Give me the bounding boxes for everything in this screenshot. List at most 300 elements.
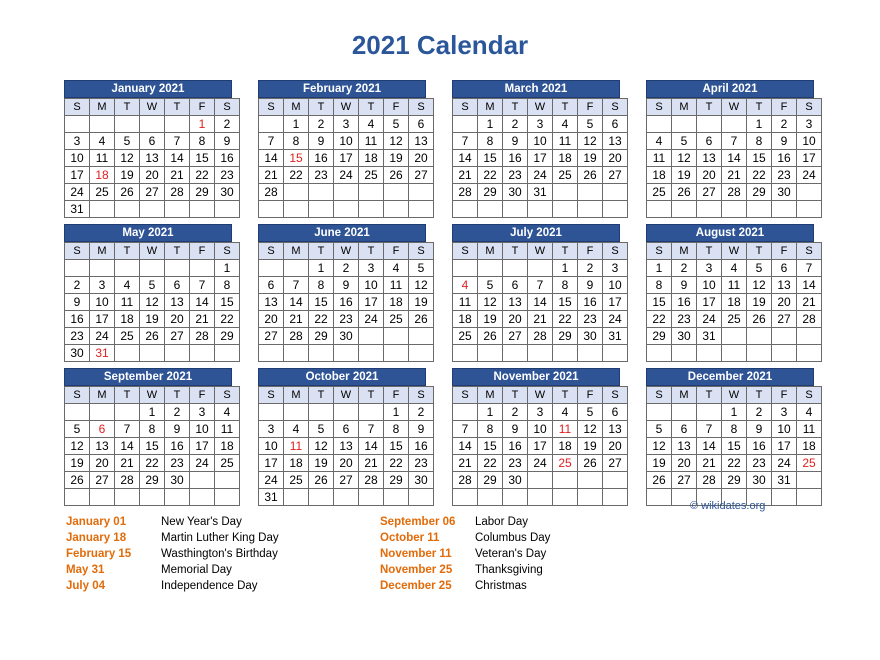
empty-cell bbox=[384, 184, 409, 201]
day-cell: 8 bbox=[140, 421, 165, 438]
day-cell: 22 bbox=[722, 455, 747, 472]
empty-cell bbox=[553, 489, 578, 506]
weekday-label: S bbox=[259, 243, 284, 260]
weekday-label: S bbox=[65, 99, 90, 116]
weekday-label: S bbox=[215, 387, 240, 404]
holiday-date: November 11 bbox=[380, 548, 452, 560]
weekday-label: F bbox=[772, 243, 797, 260]
day-cell: 22 bbox=[215, 311, 240, 328]
day-cell: 2 bbox=[772, 116, 797, 133]
weekday-label: S bbox=[603, 387, 628, 404]
day-cell: 13 bbox=[334, 438, 359, 455]
empty-cell bbox=[409, 201, 434, 218]
day-cell: 15 bbox=[747, 150, 772, 167]
empty-cell bbox=[259, 345, 284, 362]
weekday-label: M bbox=[672, 243, 697, 260]
day-cell: 10 bbox=[90, 294, 115, 311]
day-cell: 22 bbox=[140, 455, 165, 472]
day-cell: 5 bbox=[65, 421, 90, 438]
empty-cell bbox=[90, 489, 115, 506]
day-cell: 23 bbox=[503, 455, 528, 472]
weekday-label: M bbox=[284, 243, 309, 260]
empty-cell bbox=[797, 328, 822, 345]
day-cell: 19 bbox=[65, 455, 90, 472]
day-cell: 27 bbox=[603, 455, 628, 472]
weekday-label: T bbox=[747, 99, 772, 116]
day-cell: 26 bbox=[478, 328, 503, 345]
empty-cell bbox=[384, 489, 409, 506]
day-cell: 10 bbox=[190, 421, 215, 438]
holiday-date: May 31 bbox=[66, 564, 105, 576]
empty-cell bbox=[284, 404, 309, 421]
day-cell: 16 bbox=[578, 294, 603, 311]
day-cell: 13 bbox=[697, 150, 722, 167]
weekday-label: W bbox=[140, 387, 165, 404]
day-cell: 17 bbox=[65, 167, 90, 184]
day-cell: 25 bbox=[553, 455, 578, 472]
day-cell: 14 bbox=[259, 150, 284, 167]
holiday-list-right bbox=[380, 514, 550, 594]
empty-cell bbox=[384, 345, 409, 362]
month-header: September 2021 bbox=[64, 368, 232, 386]
day-cell: 15 bbox=[478, 150, 503, 167]
month-header: January 2021 bbox=[64, 80, 232, 98]
empty-cell bbox=[603, 345, 628, 362]
empty-cell bbox=[115, 116, 140, 133]
weekday-label: S bbox=[453, 387, 478, 404]
day-cell: 6 bbox=[772, 260, 797, 277]
day-cell: 6 bbox=[672, 421, 697, 438]
weekday-label: M bbox=[672, 387, 697, 404]
day-cell: 31 bbox=[65, 201, 90, 218]
day-cell: 1 bbox=[284, 116, 309, 133]
weekday-label: F bbox=[384, 387, 409, 404]
day-cell: 21 bbox=[453, 167, 478, 184]
day-cell: 11 bbox=[90, 150, 115, 167]
day-cell: 9 bbox=[747, 421, 772, 438]
day-cell: 8 bbox=[722, 421, 747, 438]
day-cell: 18 bbox=[553, 438, 578, 455]
day-cell: 3 bbox=[528, 116, 553, 133]
day-cell: 21 bbox=[284, 311, 309, 328]
day-cell: 19 bbox=[478, 311, 503, 328]
day-cell: 7 bbox=[697, 421, 722, 438]
day-cell: 27 bbox=[672, 472, 697, 489]
empty-cell bbox=[453, 489, 478, 506]
day-cell: 10 bbox=[603, 277, 628, 294]
day-cell: 13 bbox=[409, 133, 434, 150]
day-cell: 11 bbox=[115, 294, 140, 311]
empty-cell bbox=[553, 201, 578, 218]
day-cell: 15 bbox=[384, 438, 409, 455]
holiday-name: Memorial Day bbox=[161, 564, 232, 576]
weekday-label: T bbox=[115, 387, 140, 404]
holiday-row bbox=[380, 562, 550, 578]
weekday-label: W bbox=[140, 99, 165, 116]
empty-cell bbox=[603, 184, 628, 201]
empty-cell bbox=[259, 260, 284, 277]
weekday-label: W bbox=[722, 99, 747, 116]
empty-cell bbox=[115, 404, 140, 421]
day-cell: 14 bbox=[453, 150, 478, 167]
day-cell: 9 bbox=[503, 421, 528, 438]
day-cell: 11 bbox=[453, 294, 478, 311]
day-cell: 26 bbox=[747, 311, 772, 328]
day-cell: 27 bbox=[697, 184, 722, 201]
day-cell: 29 bbox=[384, 472, 409, 489]
day-cell: 8 bbox=[478, 133, 503, 150]
day-cell: 19 bbox=[578, 438, 603, 455]
month-calendar bbox=[258, 224, 426, 362]
empty-cell bbox=[672, 201, 697, 218]
empty-cell bbox=[65, 116, 90, 133]
day-cell: 23 bbox=[65, 328, 90, 345]
day-cell: 3 bbox=[797, 116, 822, 133]
day-cell: 23 bbox=[215, 167, 240, 184]
day-cell: 18 bbox=[215, 438, 240, 455]
day-cell: 12 bbox=[309, 438, 334, 455]
day-cell: 29 bbox=[478, 184, 503, 201]
weekday-label: T bbox=[697, 243, 722, 260]
day-cell: 7 bbox=[284, 277, 309, 294]
weekday-label: W bbox=[722, 243, 747, 260]
empty-cell bbox=[409, 345, 434, 362]
day-cell: 7 bbox=[190, 277, 215, 294]
empty-cell bbox=[722, 201, 747, 218]
day-cell: 15 bbox=[284, 150, 309, 167]
empty-cell bbox=[140, 489, 165, 506]
empty-cell bbox=[528, 201, 553, 218]
day-cell: 26 bbox=[115, 184, 140, 201]
day-cell: 1 bbox=[140, 404, 165, 421]
day-cell: 20 bbox=[334, 455, 359, 472]
day-cell: 17 bbox=[334, 150, 359, 167]
day-cell: 21 bbox=[115, 455, 140, 472]
weekday-label: W bbox=[334, 387, 359, 404]
day-cell: 9 bbox=[65, 294, 90, 311]
day-cell: 18 bbox=[722, 294, 747, 311]
month-calendar bbox=[646, 224, 814, 362]
weekday-label: W bbox=[140, 243, 165, 260]
day-cell: 13 bbox=[503, 294, 528, 311]
month-calendar bbox=[646, 80, 814, 218]
holiday-name: Martin Luther King Day bbox=[161, 532, 279, 544]
day-cell: 13 bbox=[140, 150, 165, 167]
empty-cell bbox=[409, 328, 434, 345]
day-cell: 9 bbox=[578, 277, 603, 294]
empty-cell bbox=[772, 328, 797, 345]
weekday-label: F bbox=[578, 243, 603, 260]
month-calendar bbox=[258, 80, 426, 218]
empty-cell bbox=[284, 184, 309, 201]
day-cell: 27 bbox=[140, 184, 165, 201]
day-cell: 30 bbox=[578, 328, 603, 345]
day-cell: 13 bbox=[90, 438, 115, 455]
empty-cell bbox=[309, 345, 334, 362]
empty-cell bbox=[334, 201, 359, 218]
empty-cell bbox=[90, 404, 115, 421]
holiday-date: January 18 bbox=[66, 532, 127, 544]
weekday-label: M bbox=[478, 243, 503, 260]
day-cell: 25 bbox=[453, 328, 478, 345]
empty-cell bbox=[309, 404, 334, 421]
empty-cell bbox=[359, 404, 384, 421]
weekday-label: T bbox=[553, 99, 578, 116]
day-cell: 4 bbox=[453, 277, 478, 294]
day-cell: 20 bbox=[140, 167, 165, 184]
day-cell: 8 bbox=[215, 277, 240, 294]
day-cell: 10 bbox=[797, 133, 822, 150]
day-cell: 26 bbox=[140, 328, 165, 345]
day-cell: 28 bbox=[165, 184, 190, 201]
empty-cell bbox=[409, 184, 434, 201]
empty-cell bbox=[90, 201, 115, 218]
empty-cell bbox=[65, 260, 90, 277]
holiday-date: February 15 bbox=[66, 548, 132, 560]
holiday-name: Christmas bbox=[475, 580, 527, 592]
day-cell: 2 bbox=[309, 116, 334, 133]
day-cell: 1 bbox=[478, 404, 503, 421]
day-cell: 19 bbox=[384, 150, 409, 167]
day-cell: 16 bbox=[747, 438, 772, 455]
day-cell: 3 bbox=[190, 404, 215, 421]
empty-cell bbox=[165, 260, 190, 277]
weekday-label: S bbox=[453, 243, 478, 260]
credit-link[interactable]: © wikidates.org bbox=[690, 500, 766, 512]
day-cell: 9 bbox=[409, 421, 434, 438]
day-cell: 25 bbox=[115, 328, 140, 345]
empty-cell bbox=[747, 328, 772, 345]
day-cell: 22 bbox=[190, 167, 215, 184]
day-cell: 12 bbox=[647, 438, 672, 455]
day-cell: 26 bbox=[647, 472, 672, 489]
day-cell: 1 bbox=[553, 260, 578, 277]
day-cell: 12 bbox=[578, 421, 603, 438]
day-cell: 17 bbox=[259, 455, 284, 472]
empty-cell bbox=[647, 404, 672, 421]
month-calendar bbox=[258, 368, 426, 506]
empty-cell bbox=[334, 184, 359, 201]
empty-cell bbox=[478, 345, 503, 362]
day-cell: 30 bbox=[165, 472, 190, 489]
day-cell: 20 bbox=[603, 150, 628, 167]
day-cell: 22 bbox=[478, 167, 503, 184]
day-cell: 3 bbox=[603, 260, 628, 277]
day-cell: 3 bbox=[528, 404, 553, 421]
day-cell: 15 bbox=[215, 294, 240, 311]
empty-cell bbox=[747, 201, 772, 218]
day-cell: 24 bbox=[259, 472, 284, 489]
day-cell: 16 bbox=[503, 438, 528, 455]
day-cell: 28 bbox=[797, 311, 822, 328]
holiday-name: Independence Day bbox=[161, 580, 258, 592]
empty-cell bbox=[259, 116, 284, 133]
day-cell: 15 bbox=[722, 438, 747, 455]
weekday-label: T bbox=[309, 387, 334, 404]
weekday-label: W bbox=[528, 243, 553, 260]
month-header: December 2021 bbox=[646, 368, 814, 386]
day-cell: 13 bbox=[672, 438, 697, 455]
empty-cell bbox=[647, 116, 672, 133]
weekday-label: T bbox=[503, 99, 528, 116]
holiday-row bbox=[380, 546, 550, 562]
day-cell: 26 bbox=[578, 455, 603, 472]
day-cell: 26 bbox=[384, 167, 409, 184]
day-cell: 10 bbox=[528, 421, 553, 438]
weekday-label: S bbox=[215, 99, 240, 116]
empty-cell bbox=[797, 345, 822, 362]
day-cell: 4 bbox=[359, 116, 384, 133]
day-cell: 25 bbox=[90, 184, 115, 201]
day-cell: 29 bbox=[747, 184, 772, 201]
empty-cell bbox=[359, 345, 384, 362]
day-cell: 27 bbox=[165, 328, 190, 345]
weekday-label: T bbox=[359, 99, 384, 116]
day-cell: 24 bbox=[772, 455, 797, 472]
day-cell: 5 bbox=[115, 133, 140, 150]
day-cell: 3 bbox=[772, 404, 797, 421]
day-cell: 5 bbox=[578, 404, 603, 421]
day-cell: 16 bbox=[165, 438, 190, 455]
day-cell: 24 bbox=[65, 184, 90, 201]
empty-cell bbox=[90, 116, 115, 133]
day-cell: 29 bbox=[140, 472, 165, 489]
day-cell: 14 bbox=[115, 438, 140, 455]
day-cell: 12 bbox=[478, 294, 503, 311]
weekday-label: S bbox=[65, 387, 90, 404]
day-cell: 14 bbox=[697, 438, 722, 455]
day-cell: 22 bbox=[553, 311, 578, 328]
day-cell: 21 bbox=[797, 294, 822, 311]
day-cell: 16 bbox=[309, 150, 334, 167]
day-cell: 11 bbox=[215, 421, 240, 438]
day-cell: 1 bbox=[747, 116, 772, 133]
weekday-label: W bbox=[334, 243, 359, 260]
day-cell: 25 bbox=[722, 311, 747, 328]
day-cell: 3 bbox=[259, 421, 284, 438]
day-cell: 16 bbox=[503, 150, 528, 167]
month-header: February 2021 bbox=[258, 80, 426, 98]
day-cell: 6 bbox=[140, 133, 165, 150]
day-cell: 21 bbox=[359, 455, 384, 472]
weekday-label: W bbox=[334, 99, 359, 116]
page-title: 2021 Calendar bbox=[351, 30, 529, 60]
day-cell: 27 bbox=[772, 311, 797, 328]
weekday-label: S bbox=[603, 99, 628, 116]
day-cell: 11 bbox=[284, 438, 309, 455]
day-cell: 17 bbox=[190, 438, 215, 455]
month-header: November 2021 bbox=[452, 368, 620, 386]
month-header: March 2021 bbox=[452, 80, 620, 98]
empty-cell bbox=[453, 260, 478, 277]
empty-cell bbox=[384, 201, 409, 218]
empty-cell bbox=[647, 489, 672, 506]
empty-cell bbox=[309, 489, 334, 506]
day-cell: 30 bbox=[409, 472, 434, 489]
day-cell: 20 bbox=[603, 438, 628, 455]
day-cell: 3 bbox=[65, 133, 90, 150]
month-calendar bbox=[452, 368, 620, 506]
weekday-label: S bbox=[409, 243, 434, 260]
day-cell: 12 bbox=[409, 277, 434, 294]
day-cell: 18 bbox=[453, 311, 478, 328]
day-cell: 24 bbox=[797, 167, 822, 184]
empty-cell bbox=[284, 489, 309, 506]
day-cell: 4 bbox=[553, 404, 578, 421]
day-cell: 4 bbox=[384, 260, 409, 277]
empty-cell bbox=[359, 489, 384, 506]
day-cell: 6 bbox=[697, 133, 722, 150]
day-cell: 5 bbox=[672, 133, 697, 150]
day-cell: 6 bbox=[503, 277, 528, 294]
day-cell: 30 bbox=[334, 328, 359, 345]
day-cell: 20 bbox=[90, 455, 115, 472]
day-cell: 7 bbox=[453, 421, 478, 438]
holiday-name: Columbus Day bbox=[475, 532, 551, 544]
day-cell: 6 bbox=[603, 116, 628, 133]
empty-cell bbox=[578, 489, 603, 506]
weekday-label: T bbox=[697, 99, 722, 116]
day-cell: 5 bbox=[478, 277, 503, 294]
day-cell: 22 bbox=[309, 311, 334, 328]
day-cell: 27 bbox=[259, 328, 284, 345]
weekday-label: F bbox=[578, 387, 603, 404]
weekday-label: T bbox=[503, 243, 528, 260]
day-cell: 5 bbox=[140, 277, 165, 294]
holiday-name: New Year's Day bbox=[161, 516, 242, 528]
weekday-label: T bbox=[165, 99, 190, 116]
weekday-label: F bbox=[578, 99, 603, 116]
empty-cell bbox=[359, 328, 384, 345]
weekday-label: F bbox=[384, 99, 409, 116]
weekday-label: S bbox=[647, 243, 672, 260]
day-cell: 9 bbox=[503, 133, 528, 150]
month-calendar bbox=[64, 224, 232, 362]
day-cell: 8 bbox=[284, 133, 309, 150]
empty-cell bbox=[672, 116, 697, 133]
weekday-label: M bbox=[284, 99, 309, 116]
weekday-label: T bbox=[747, 387, 772, 404]
empty-cell bbox=[797, 201, 822, 218]
day-cell: 14 bbox=[190, 294, 215, 311]
day-cell: 27 bbox=[90, 472, 115, 489]
weekday-label: F bbox=[190, 387, 215, 404]
day-cell: 25 bbox=[797, 455, 822, 472]
weekday-label: S bbox=[603, 243, 628, 260]
empty-cell bbox=[309, 201, 334, 218]
empty-cell bbox=[115, 260, 140, 277]
empty-cell bbox=[478, 201, 503, 218]
holiday-row bbox=[66, 530, 279, 546]
day-cell: 4 bbox=[215, 404, 240, 421]
empty-cell bbox=[697, 201, 722, 218]
day-cell: 18 bbox=[553, 150, 578, 167]
month-header: October 2021 bbox=[258, 368, 426, 386]
day-cell: 3 bbox=[90, 277, 115, 294]
day-cell: 21 bbox=[528, 311, 553, 328]
weekday-label: F bbox=[190, 243, 215, 260]
empty-cell bbox=[772, 489, 797, 506]
empty-cell bbox=[578, 472, 603, 489]
day-cell: 4 bbox=[284, 421, 309, 438]
day-cell: 22 bbox=[284, 167, 309, 184]
day-cell: 3 bbox=[359, 260, 384, 277]
day-cell: 23 bbox=[578, 311, 603, 328]
day-cell: 17 bbox=[772, 438, 797, 455]
day-cell: 18 bbox=[90, 167, 115, 184]
weekday-label: S bbox=[453, 99, 478, 116]
day-cell: 4 bbox=[647, 133, 672, 150]
